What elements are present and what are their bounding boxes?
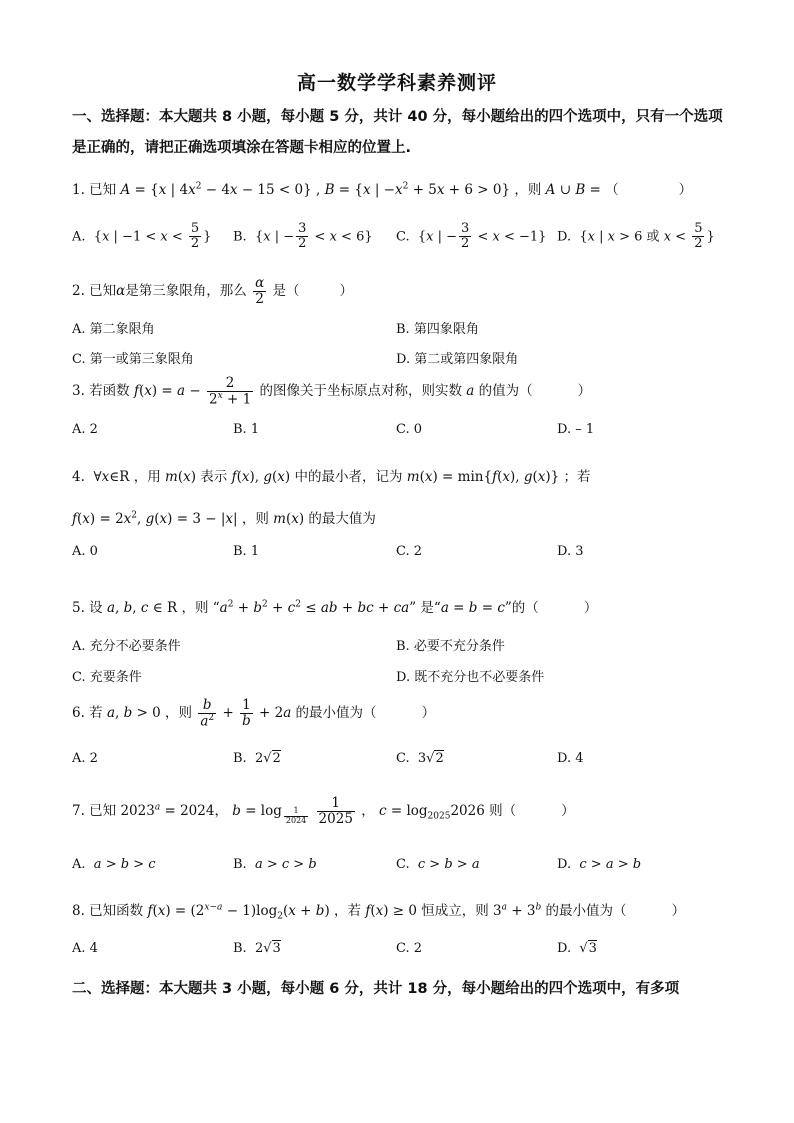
q7-option-a: A. a > b > c — [72, 857, 156, 872]
q6-option-a: A. 2 — [72, 751, 98, 766]
q8-option-a: A. 4 — [72, 941, 98, 956]
q8-option-c: C. 2 — [396, 941, 423, 956]
page-title: 高一数学学科素养测评 — [296, 72, 497, 94]
q7-option-c: C. c > b > a — [396, 857, 480, 872]
q3-option-a: A. 2 — [72, 422, 98, 437]
q2-option-d: D. 第二或第四象限角 — [396, 352, 519, 367]
section-1-heading: 一、选择题：本大题共 8 小题，每小题 5 分，共计 40 分，每小题给出的四个选项中，只有一个选项是正确的，请把正确选项填涂在答题卡相应的位置上. — [72, 109, 723, 156]
question-1: 1. 已知 A = {x | $4x^2 - 4x - 15 < 0$} , B = {x | $-x^2 + 5x + 6 > 0$} ，则 A ∪ B = （ ） — [72, 181, 693, 198]
q3-option-c: C. 0 — [396, 422, 423, 437]
section-2-heading: 二、选择题：本大题共 3 小题，每小题 6 分，共计 18 分，每小题给出的四个选项中，有多项 — [72, 981, 680, 997]
q2-option-b: B. 第四象限角 — [396, 322, 479, 337]
q3-option-d: D. – 1 — [557, 422, 595, 437]
question-6: 6. 若 a, b > 0 ，则 $\frac{b}{a^2}$ + $\frac{1}{b}$ + 2a 的最小值为（ ） — [72, 697, 436, 730]
question-4-line-1: 4. ∀x∈R ，用 m(x) 表示 f(x), g(x) 中的最小者，记为 m(x) = min{f(x), g(x)} ；若 — [72, 469, 591, 485]
q5-option-d: D. 既不充分也不必要条件 — [396, 670, 545, 685]
q5-option-a: A. 充分不必要条件 — [72, 639, 181, 654]
q4-option-c: C. 2 — [396, 544, 423, 559]
q8-option-b: B. 2√3 — [233, 941, 281, 956]
q1-option-a: A. {x | −1 < x < $\frac{5}{2}$ } — [72, 221, 212, 252]
q3-option-b: B. 1 — [233, 422, 260, 437]
question-8: 8. 已知函数 $f(x) = (2^{x-a} - 1)\log_2(x + b)$ ，若 f(x) ≥ 0 恒成立，则 $3^a + 3^b$ 的最小值为（ ） — [72, 902, 686, 922]
question-3: 3. 若函数 f(x) = a − $\frac{2}{2^x + 1}$ 的图像关于坐标原点对称，则实数 a 的值为（ ） — [72, 375, 592, 408]
q7-option-b: B. a > c > b — [233, 857, 317, 872]
q5-option-c: C. 充要条件 — [72, 670, 142, 685]
q8-option-d: D. √3 — [557, 941, 597, 956]
q7-option-d: D. c > a > b — [557, 857, 642, 872]
question-7: 7. 已知 $2023^a = 2024$， b = log $_{\frac{1}{2024}}$ $\frac{1}{2025}$ ， $c = \log_{2025}2026$ 则（ ） — [72, 795, 575, 827]
q6-option-d: D. 4 — [557, 751, 584, 766]
q6-option-c: C. 3√2 — [396, 751, 444, 766]
question-2: 2. 已知α是第三象限角，那么 $\frac{\alpha}{2}$ 是（ ） — [72, 275, 354, 307]
q2-option-c: C. 第一或第三象限角 — [72, 352, 194, 367]
q4-option-a: A. 0 — [72, 544, 98, 559]
question-5: 5. 设 a, b, c ∈ R ，则 “$a^2 + b^2 + c^2$ ≤ ab + bc + ca” 是“a = b = c”的（ ） — [72, 599, 598, 616]
question-4-line-2: $f(x) = 2x^2$, g(x) = 3 − |x| ，则 m(x) 的最大值为 — [72, 510, 376, 527]
q1-option-d: D. {x | x > 6 或 x < $\frac{5}{2}$ } — [557, 221, 715, 252]
q4-option-b: B. 1 — [233, 544, 260, 559]
q2-option-a: A. 第二象限角 — [72, 322, 155, 337]
q5-option-b: B. 必要不充分条件 — [396, 639, 505, 654]
q1-option-b: B. {x | − $\frac{3}{2}$ < x < 6} — [233, 221, 373, 252]
q1-option-c: C. {x | − $\frac{3}{2}$ < x < −1} — [396, 221, 547, 252]
q6-option-b: B. 2√2 — [233, 751, 281, 766]
q4-option-d: D. 3 — [557, 544, 584, 559]
